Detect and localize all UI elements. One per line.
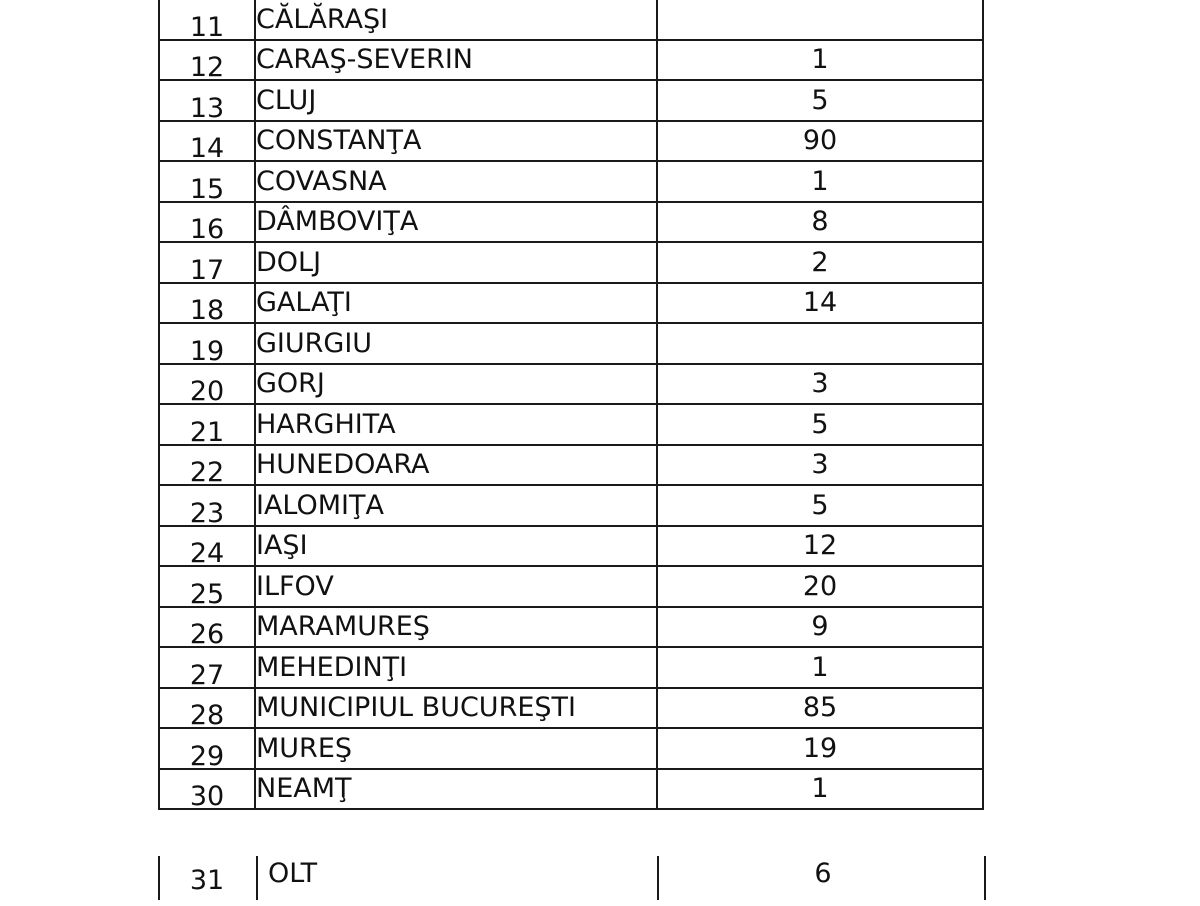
county-name: COVASNA (255, 161, 657, 202)
county-name: IALOMIŢA (255, 485, 657, 526)
row-number: 28 (189, 700, 225, 731)
row-number: 25 (189, 578, 225, 610)
table-row (159, 728, 983, 769)
county-name: CARAŞ-SEVERIN (255, 40, 657, 81)
county-value (657, 0, 983, 40)
county-name: NEAMŢ (255, 769, 657, 810)
county-name: OLT (268, 858, 318, 889)
table-row (159, 485, 983, 526)
row-number: 21 (189, 416, 225, 448)
row-number-cell (159, 445, 255, 486)
row-number: 20 (189, 376, 225, 407)
county-value: 8 (657, 202, 983, 243)
table-row (159, 647, 983, 688)
row-border-divider-2 (657, 856, 659, 900)
row-number-cell (159, 242, 255, 286)
row-number: 24 (189, 538, 225, 569)
county-value: 6 (814, 858, 832, 889)
county-value: 5 (657, 485, 983, 526)
row-number: 23 (189, 497, 225, 529)
county-name: CONSTANŢA (255, 121, 657, 162)
row-number-cell (159, 80, 255, 124)
row-number: 29 (189, 740, 225, 772)
row-number: 16 (189, 214, 225, 245)
county-name: GIURGIU (255, 323, 657, 364)
county-name: GALAŢI (255, 283, 657, 324)
county-value: 20 (657, 566, 983, 607)
county-value: 9 (657, 607, 983, 648)
row-number: 11 (189, 11, 225, 43)
county-name: CĂLĂRAŞI (255, 0, 657, 40)
county-name: GORJ (255, 364, 657, 405)
table-row (159, 323, 983, 364)
county-value: 12 (657, 526, 983, 567)
row-number: 15 (189, 173, 225, 205)
row-number: 12 (189, 52, 225, 83)
county-value: 90 (657, 121, 983, 162)
table-row (159, 202, 983, 243)
county-name: HARGHITA (255, 404, 657, 445)
county-value (657, 323, 983, 364)
county-name: MUREŞ (255, 728, 657, 769)
row-number-cell (159, 121, 255, 162)
row-number-cell (159, 202, 255, 243)
county-table-body (159, 0, 983, 812)
table-row (159, 283, 983, 324)
county-name: MUNICIPIUL BUCUREŞTI (255, 688, 657, 729)
county-table (158, 0, 984, 810)
row-number-cell (159, 323, 255, 367)
county-name: CLUJ (255, 80, 657, 121)
row-number-cell (159, 526, 255, 567)
county-value: 2 (657, 242, 983, 283)
row-number-cell (159, 364, 255, 405)
county-name: HUNEDOARA (255, 445, 657, 486)
row-number-cell (159, 647, 255, 691)
row-number: 18 (189, 295, 225, 326)
county-value: 19 (657, 728, 983, 769)
county-value: 85 (657, 688, 983, 729)
table-row (159, 688, 983, 729)
row-number-cell (159, 0, 255, 43)
table-row (159, 121, 983, 162)
row-number: 27 (189, 659, 225, 691)
table-row (159, 242, 983, 283)
table-row (159, 364, 983, 405)
row-number: 26 (189, 619, 225, 650)
county-value: 5 (657, 80, 983, 121)
row-number: 17 (189, 254, 225, 286)
row-number: 19 (189, 335, 225, 367)
row-number: 30 (189, 781, 225, 812)
table-row (159, 445, 983, 486)
row-number-cell (159, 283, 255, 324)
row-number: 13 (189, 92, 225, 124)
county-value: 3 (657, 445, 983, 486)
county-name: MEHEDINŢI (255, 647, 657, 688)
row-number-cell (159, 485, 255, 529)
row-number-cell (159, 769, 255, 810)
row-number: 31 (189, 865, 225, 896)
county-name: IAŞI (255, 526, 657, 567)
row-number-cell (159, 161, 255, 205)
county-value: 5 (657, 404, 983, 445)
table-row (159, 80, 983, 121)
county-name: MARAMUREŞ (255, 607, 657, 648)
table-row (159, 40, 983, 81)
county-value: 1 (657, 769, 983, 810)
table-row (159, 161, 983, 202)
row-number-cell (159, 688, 255, 729)
county-value: 1 (657, 161, 983, 202)
county-name: DÂMBOVIŢA (255, 202, 657, 243)
county-value: 14 (657, 283, 983, 324)
county-value: 1 (657, 647, 983, 688)
county-value: 3 (657, 364, 983, 405)
row-number-cell (159, 728, 255, 772)
county-table-wrapper (158, 0, 984, 810)
table-row (159, 0, 983, 40)
row-border-divider-1 (256, 856, 258, 900)
row-number-cell (159, 566, 255, 610)
table-row (159, 769, 983, 810)
table-row (159, 607, 983, 648)
table-row (159, 526, 983, 567)
table-row (159, 566, 983, 607)
table-row (159, 404, 983, 445)
row-number: 22 (189, 457, 225, 488)
table-row-continuation (158, 856, 988, 900)
county-name: DOLJ (255, 242, 657, 283)
row-number-cell (159, 404, 255, 448)
county-name: ILFOV (255, 566, 657, 607)
row-number: 14 (189, 133, 225, 164)
row-number-cell (159, 607, 255, 648)
county-value: 1 (657, 40, 983, 81)
row-number-cell (159, 40, 255, 81)
